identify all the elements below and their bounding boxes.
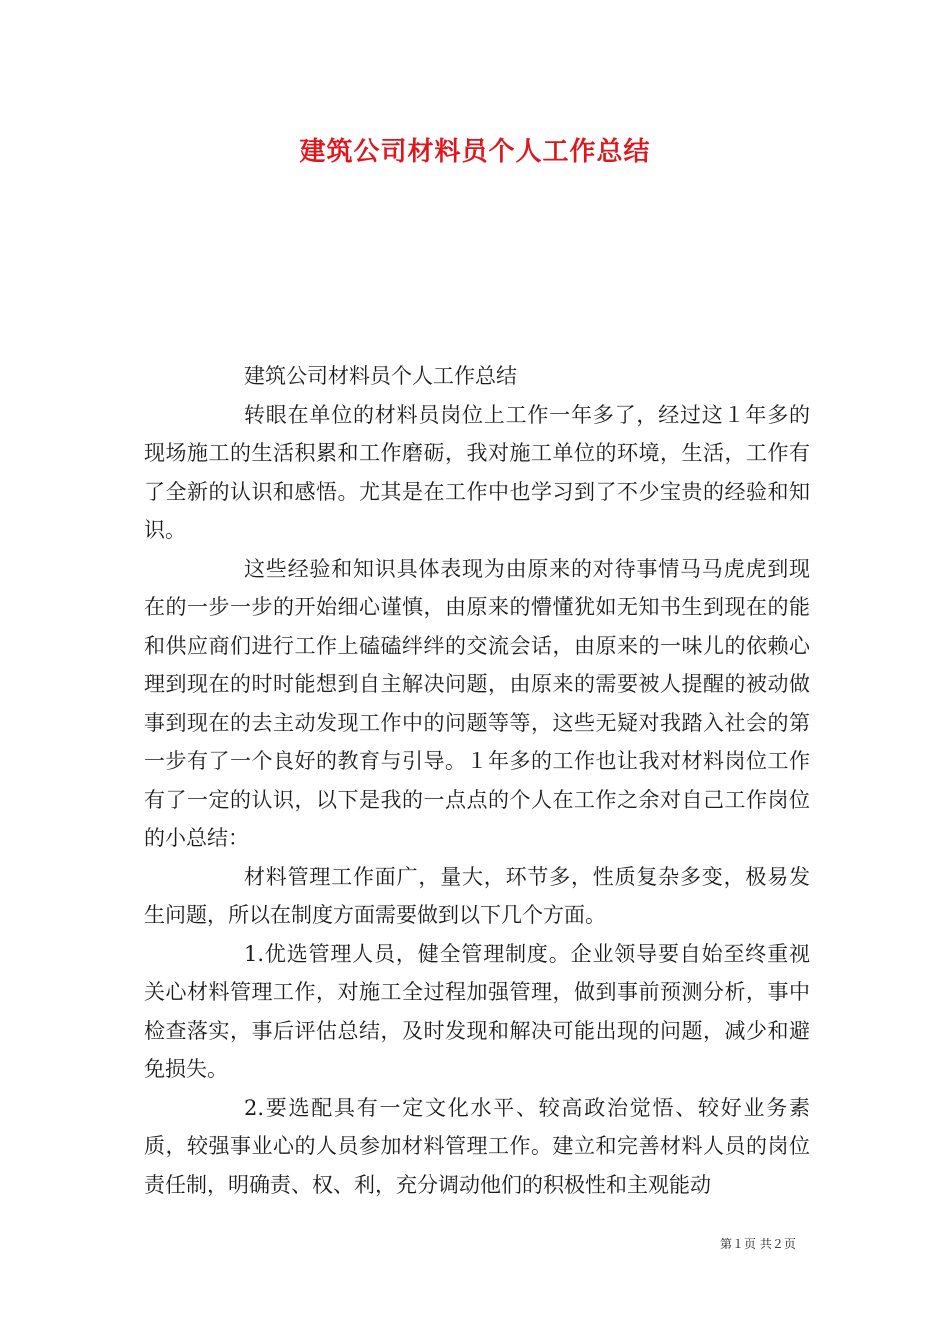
- document-title: 建筑公司材料员个人工作总结: [299, 137, 651, 167]
- paragraph-experience: 这些经验和知识具体表现为由原来的对待事情马马虎虎到现在的一步一步的开始细心谨慎，由原来的懵懂犹如无知书生到现在的能和供应商们进行工作上磕磕绊绊的交流会话，由原来的一味儿的依赖心理到现在的时时能想到自主解决问题，由原来的需要被人提醒的被动做事到现在的去主动发现工作中的问题等等，这些无疑对我踏入社会的第一步有了一个良好的教育与引导。１年多的工作也让我对材料岗位工作有了一定的认识，以下是我的一点点的个人在工作之余对自己工作岗位的小总结：: [144, 556, 810, 850]
- paragraph-intro: 转眼在单位的材料员岗位上工作一年多了，经过这１年多的现场施工的生活积累和工作磨砺，我对施工单位的环境，生活，工作有了全新的认识和感悟。尤其是在工作中也学习到了不少宝贵的经验和知识。: [144, 402, 810, 542]
- paragraph-point-2: 2.要选配具有一定文化水平、较高政治觉悟、较好业务素质，较强事业心的人员参加材料管理工作。建立和完善材料人员的岗位责任制，明确责、权、利，充分调动他们的积极性和主观能动: [144, 1095, 810, 1197]
- body-heading: 建筑公司材料员个人工作总结: [244, 364, 517, 388]
- page-number: 第１页 共２页: [720, 1237, 796, 1251]
- paragraph-management-scope: 材料管理工作面广，量大，环节多，性质复杂多变，极易发生问题，所以在制度方面需要做到以下几个方面。: [144, 864, 810, 927]
- paragraph-point-1: 1.优选管理人员，健全管理制度。企业领导要自始至终重视关心材料管理工作，对施工全过程加强管理，做到事前预测分析，事中检查落实，事后评估总结，及时发现和解决可能出现的问题，减少和避免损失。: [144, 941, 810, 1081]
- document-body: [144, 357, 810, 1204]
